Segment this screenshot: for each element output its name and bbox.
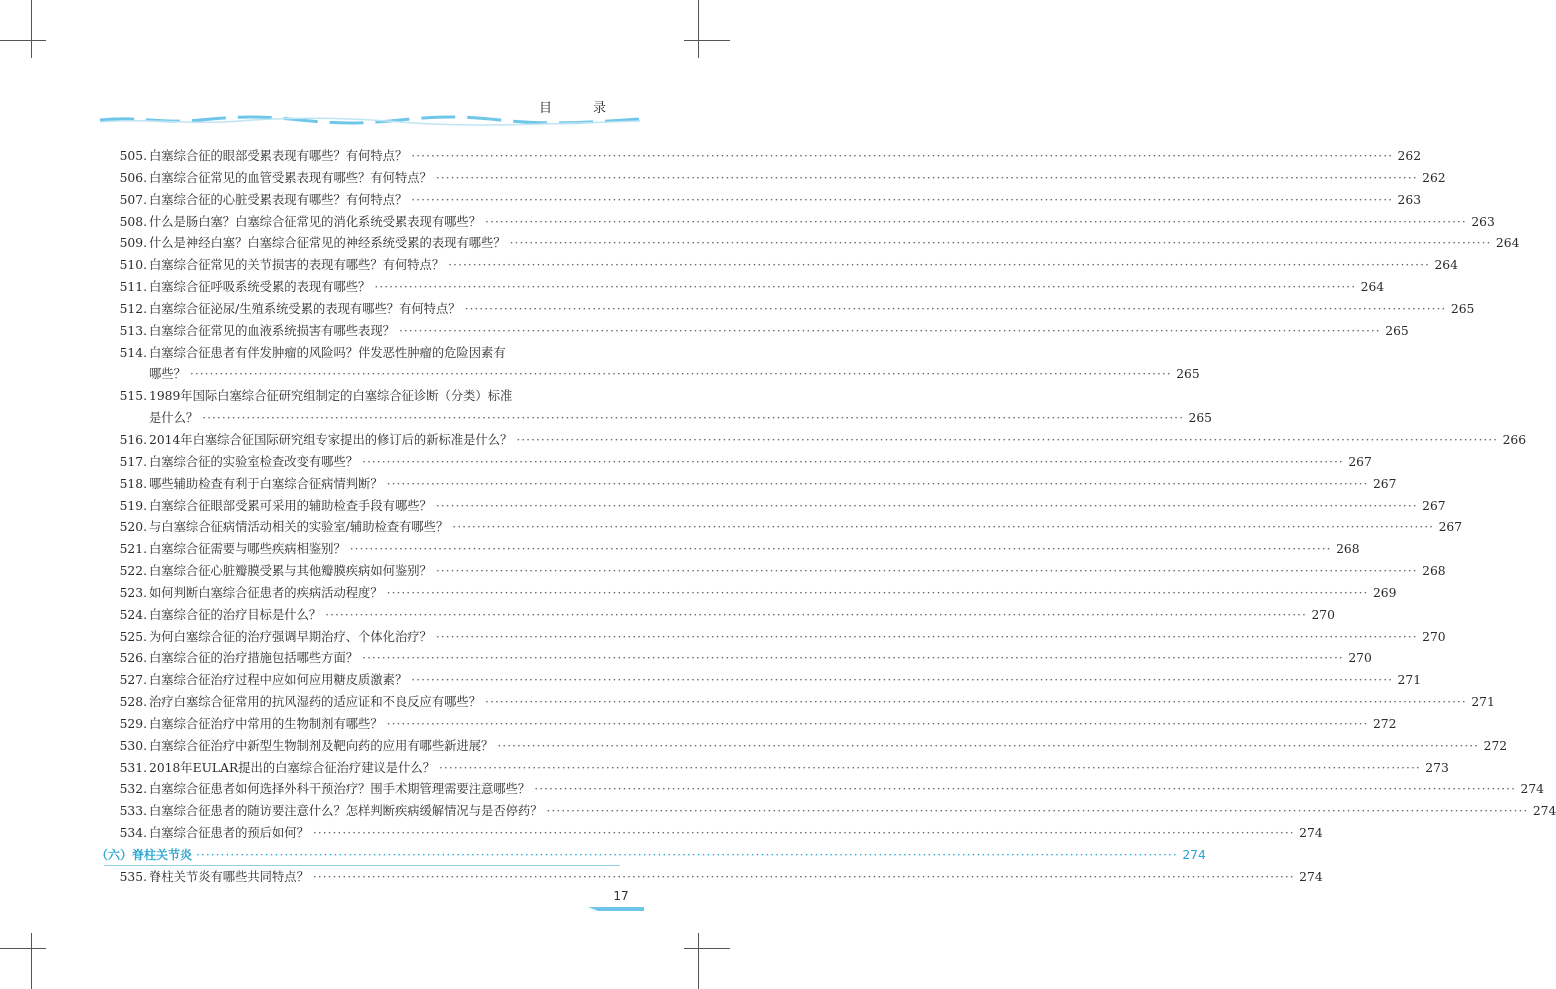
dot-leader: ········································································································································································································ (485, 214, 1467, 229)
toc-entry-page: 267 (1372, 476, 1397, 491)
toc-entry-title: 白塞综合征心脏瓣膜受累与其他瓣膜疾病如何鉴别？ (149, 564, 432, 579)
toc-entry-title: 白塞综合征的治疗目标是什么？ (149, 607, 322, 622)
toc-entry-page: 262 (1422, 170, 1446, 185)
toc-entry-title: 白塞综合征患者有伴发肿瘤的风险吗？伴发恶性肿瘤的危险因素有 (149, 345, 506, 360)
toc-entry-title: 2014年白塞综合征国际研究组专家提出的修订后的新标准是什么？ (149, 432, 513, 447)
toc-entry-page: 264 (1360, 280, 1385, 295)
toc-entry[interactable] (110, 517, 1463, 539)
toc-entry-title: 白塞综合征患者如何选择外科干预治疗？围手术期管理需要注意哪些？ (149, 782, 531, 797)
dot-leader: ········································································································································································································ (439, 760, 1421, 775)
toc-entry-number: 523. (119, 585, 147, 600)
toc-entry-title: 白塞综合征治疗中新型生物制剂及靶向药的应用有哪些新进展？ (149, 738, 494, 753)
toc-entry-title: 白塞综合征的治疗措施包括哪些方面？ (149, 651, 359, 666)
toc-entry-number: 525. (119, 629, 147, 644)
toc-entry-page: 264 (1434, 258, 1458, 273)
toc-entry-page: 266 (1502, 432, 1527, 447)
dot-leader: ········································································································································································································ (485, 695, 1467, 710)
dot-leader: ········································································································································································································ (411, 149, 1394, 163)
dot-leader: ········································································································································································································ (435, 170, 1418, 185)
toc-entry[interactable] (110, 364, 1200, 386)
dot-leader: ········································································································································································································ (534, 782, 1516, 797)
toc-entry-title: 白塞综合征患者的预后如何？ (149, 826, 309, 841)
toc-entry-number: 519. (119, 498, 147, 513)
toc-entry[interactable] (110, 299, 1475, 321)
toc-section-heading[interactable] (96, 845, 1206, 867)
crop-mark (31, 0, 32, 58)
toc-entry[interactable] (110, 867, 1323, 889)
toc-entry-page: 265 (1188, 411, 1212, 426)
page-number-underline (588, 904, 644, 912)
dot-leader: ········································································································································································································ (386, 585, 1369, 600)
toc-entry[interactable] (110, 386, 618, 408)
toc-entry[interactable] (110, 779, 1544, 801)
toc-entry[interactable] (110, 496, 1446, 518)
toc-entry-number: 505. (119, 149, 147, 163)
toc-entry[interactable] (110, 648, 1372, 670)
dot-leader: ········································································································································································································ (398, 323, 1381, 338)
toc-entry-number: 528. (119, 695, 147, 710)
toc-entry-number: 506. (119, 170, 147, 185)
toc-entry[interactable] (110, 823, 1323, 845)
toc-entry-page: 274 (1299, 826, 1323, 841)
toc-entry[interactable] (110, 146, 1422, 168)
toc-entry-page: 270 (1348, 651, 1372, 666)
toc-entry-page: 274 (1532, 804, 1556, 819)
toc-entry[interactable] (110, 168, 1446, 190)
toc-entry-page: 268 (1422, 564, 1446, 579)
crop-mark (698, 0, 699, 58)
dot-leader: ········································································································································································································ (386, 716, 1369, 731)
toc-entry-page: 274 (1182, 848, 1206, 862)
toc-entry-number: 522. (119, 564, 147, 579)
section-divider (104, 865, 620, 866)
toc-entry-number: 531. (119, 760, 147, 775)
toc-entry-number: 512. (119, 301, 147, 316)
dot-leader: ········································································································································································································ (374, 280, 1357, 295)
toc-entry-page: 271 (1397, 673, 1422, 688)
toc-entry[interactable] (110, 583, 1397, 605)
toc-entry-page: 274 (1520, 782, 1544, 797)
toc-entry-page: 272 (1372, 716, 1397, 731)
dot-leader: ········································································································································································································ (202, 411, 1184, 426)
toc-entry[interactable] (110, 212, 1495, 234)
toc-entry-number: 513. (119, 323, 147, 338)
toc-entry-number: 511. (119, 280, 147, 295)
toc-entry[interactable] (110, 343, 618, 365)
toc-entry-title: 白塞综合征常见的关节损害的表现有哪些？有何特点？ (149, 258, 445, 273)
toc-entry-title: 白塞综合征治疗过程中应如何应用糖皮质激素？ (149, 673, 408, 688)
toc-entry[interactable] (110, 714, 1397, 736)
toc-entry-title: （六）脊柱关节炎 (96, 848, 193, 862)
toc-entry-title: 白塞综合征患者的随访要注意什么？怎样判断疾病缓解情况与是否停药？ (149, 804, 543, 819)
toc-entry-page: 267 (1422, 498, 1446, 513)
toc-entry-number: 508. (119, 214, 147, 229)
toc-entry-title: 如何判断白塞综合征患者的疾病活动程度？ (149, 585, 383, 600)
dot-leader: ········································································································································································································ (435, 498, 1418, 513)
dot-leader: ········································································································································································································ (411, 673, 1394, 688)
toc-entry-title: 白塞综合征治疗中常用的生物制剂有哪些？ (149, 716, 383, 731)
dot-leader: ········································································································································································································ (325, 607, 1307, 622)
toc-entry-number: 521. (119, 542, 147, 557)
toc-entry[interactable] (110, 605, 1335, 627)
toc-entry-title: 为何白塞综合征的治疗强调早期治疗、个体化治疗？ (149, 629, 432, 644)
toc-entry[interactable] (110, 474, 1397, 496)
toc-entry-title: 什么是肠白塞？白塞综合征常见的消化系统受累表现有哪些？ (149, 214, 482, 229)
toc-entry-number: 535. (119, 869, 147, 884)
crop-mark (31, 933, 32, 989)
toc-entry-page: 268 (1336, 542, 1360, 557)
dot-leader: ········································································································································································································ (196, 848, 1178, 862)
toc-entry[interactable] (110, 321, 1409, 343)
toc-entry-number: 529. (119, 716, 147, 731)
toc-entry[interactable] (110, 233, 1520, 255)
toc-entry-title: 与白塞综合征病情活动相关的实验室/辅助检查有哪些？ (149, 520, 449, 535)
toc-entry-number: 534. (119, 826, 147, 841)
toc-entry-page: 269 (1372, 585, 1397, 600)
toc-entry[interactable] (110, 430, 1527, 452)
toc-entry-title: 白塞综合征的眼部受累表现有哪些？有何特点？ (149, 149, 408, 163)
toc-entry-number: 518. (119, 476, 147, 491)
dot-leader: ········································································································································································································ (189, 367, 1172, 382)
dot-leader: ········································································································································································································ (386, 476, 1369, 491)
dot-leader: ········································································································································································································ (464, 301, 1447, 316)
toc-entry[interactable] (110, 801, 1556, 823)
dot-leader: ········································································································································································································ (516, 432, 1499, 447)
crop-mark (0, 948, 46, 949)
toc-entry-page: 271 (1471, 695, 1495, 710)
dot-leader: ········································································································································································································ (435, 564, 1418, 579)
toc-entry[interactable] (110, 758, 1449, 780)
toc-entry[interactable] (110, 670, 1422, 692)
toc-entry[interactable] (110, 539, 1360, 561)
dot-leader: ········································································································································································································ (312, 826, 1295, 841)
crop-mark (684, 40, 730, 41)
toc-entry-number: 527. (119, 673, 147, 688)
toc-entry[interactable] (110, 277, 1385, 299)
toc-entry-number: 520. (119, 520, 147, 535)
header-decorative-rule (100, 114, 640, 126)
toc-entry-title: 哪些辅助检查有利于白塞综合征病情判断？ (149, 476, 383, 491)
dot-leader: ········································································································································································································ (435, 629, 1418, 644)
toc-entry-number: 533. (119, 804, 147, 819)
dot-leader: ········································································································································································································ (312, 869, 1295, 884)
toc-entry[interactable] (110, 627, 1446, 649)
toc-entry[interactable] (110, 561, 1446, 583)
toc-entry-page: 265 (1450, 301, 1475, 316)
toc-entry[interactable] (110, 736, 1508, 758)
crop-mark (0, 40, 46, 41)
toc-entry-page: 265 (1385, 323, 1409, 338)
dot-leader: ········································································································································································································ (448, 258, 1430, 273)
toc-entry-title: 白塞综合征的实验室检查改变有哪些？ (149, 454, 359, 469)
toc-entry-title: 白塞综合征需要与哪些疾病相鉴别？ (149, 542, 346, 557)
toc-entry-title: 白塞综合征常见的血管受累表现有哪些？有何特点？ (149, 170, 432, 185)
dot-leader: ········································································································································································································ (497, 738, 1480, 753)
crop-mark (684, 948, 730, 949)
dot-leader: ········································································································································································································ (509, 236, 1492, 251)
toc-entry-number: 517. (119, 454, 147, 469)
toc-entry-number: 524. (119, 607, 147, 622)
toc-entry-page: 270 (1422, 629, 1446, 644)
crop-mark (698, 933, 699, 989)
toc-entry-title: 1989年国际白塞综合征研究组制定的白塞综合征诊断（分类）标准 (149, 389, 513, 404)
toc-entry-page: 270 (1311, 607, 1335, 622)
toc-entry-number: 530. (119, 738, 147, 753)
toc-entry-title: 白塞综合征常见的血液系统损害有哪些表现？ (149, 323, 395, 338)
toc-entry-title: 脊柱关节炎有哪些共同特点？ (149, 869, 309, 884)
dot-leader: ········································································································································································································ (452, 520, 1435, 535)
toc-entry-title: 白塞综合征泌尿/生殖系统受累的表现有哪些？有何特点？ (149, 301, 461, 316)
toc-entry-page: 265 (1176, 367, 1200, 382)
dot-leader: ········································································································································································································ (546, 804, 1529, 819)
toc-entry[interactable] (110, 255, 1458, 277)
toc-entry-number: 516. (119, 432, 147, 447)
toc-entry-number: 532. (119, 782, 147, 797)
toc-entry-page: 274 (1299, 869, 1323, 884)
toc-entry-title: 哪些？ (149, 367, 186, 382)
page-number: 17 (613, 889, 629, 903)
toc-entry-title: 白塞综合征眼部受累可采用的辅助检查手段有哪些？ (149, 498, 432, 513)
toc-entry-number: 510. (119, 258, 147, 273)
toc-entry[interactable] (110, 408, 1212, 430)
toc-entry-page: 272 (1483, 738, 1508, 753)
dot-leader: ········································································································································································································ (362, 454, 1344, 469)
toc-entry[interactable] (110, 692, 1495, 714)
toc-entry[interactable] (110, 452, 1372, 474)
toc-entry-page: 267 (1348, 454, 1372, 469)
toc-entry-number: 526. (119, 651, 147, 666)
toc-entry-number: 515. (119, 389, 147, 404)
toc-entry-title: 2018年EULAR提出的白塞综合征治疗建议是什么？ (149, 760, 435, 775)
dot-leader: ········································································································································································································ (349, 542, 1332, 557)
toc-entry-number: 507. (119, 192, 147, 207)
toc-entry-page: 263 (1397, 192, 1422, 207)
toc-entry-number: 514. (119, 345, 147, 360)
toc-entry-title: 白塞综合征呼吸系统受累的表现有哪些？ (149, 280, 371, 295)
toc-entry-title: 什么是神经白塞？白塞综合征常见的神经系统受累的表现有哪些？ (149, 236, 506, 251)
toc-entry-title: 白塞综合征的心脏受累表现有哪些？有何特点？ (149, 192, 408, 207)
toc-entry[interactable] (110, 190, 1422, 212)
toc-entry-page: 262 (1397, 149, 1422, 163)
toc-entry-page: 263 (1471, 214, 1495, 229)
toc-entry-title: 是什么？ (149, 411, 199, 426)
toc-entry-page: 273 (1425, 760, 1449, 775)
toc-entry-page: 264 (1495, 236, 1520, 251)
toc-list (96, 146, 1556, 889)
toc-entry-number: 509. (119, 236, 147, 251)
running-header: 目 录 (538, 101, 620, 116)
dot-leader: ········································································································································································································ (411, 192, 1394, 207)
toc-entry-title: 治疗白塞综合征常用的抗风湿药的适应证和不良反应有哪些？ (149, 695, 482, 710)
toc-entry-page: 267 (1438, 520, 1463, 535)
dot-leader: ········································································································································································································ (362, 651, 1344, 666)
